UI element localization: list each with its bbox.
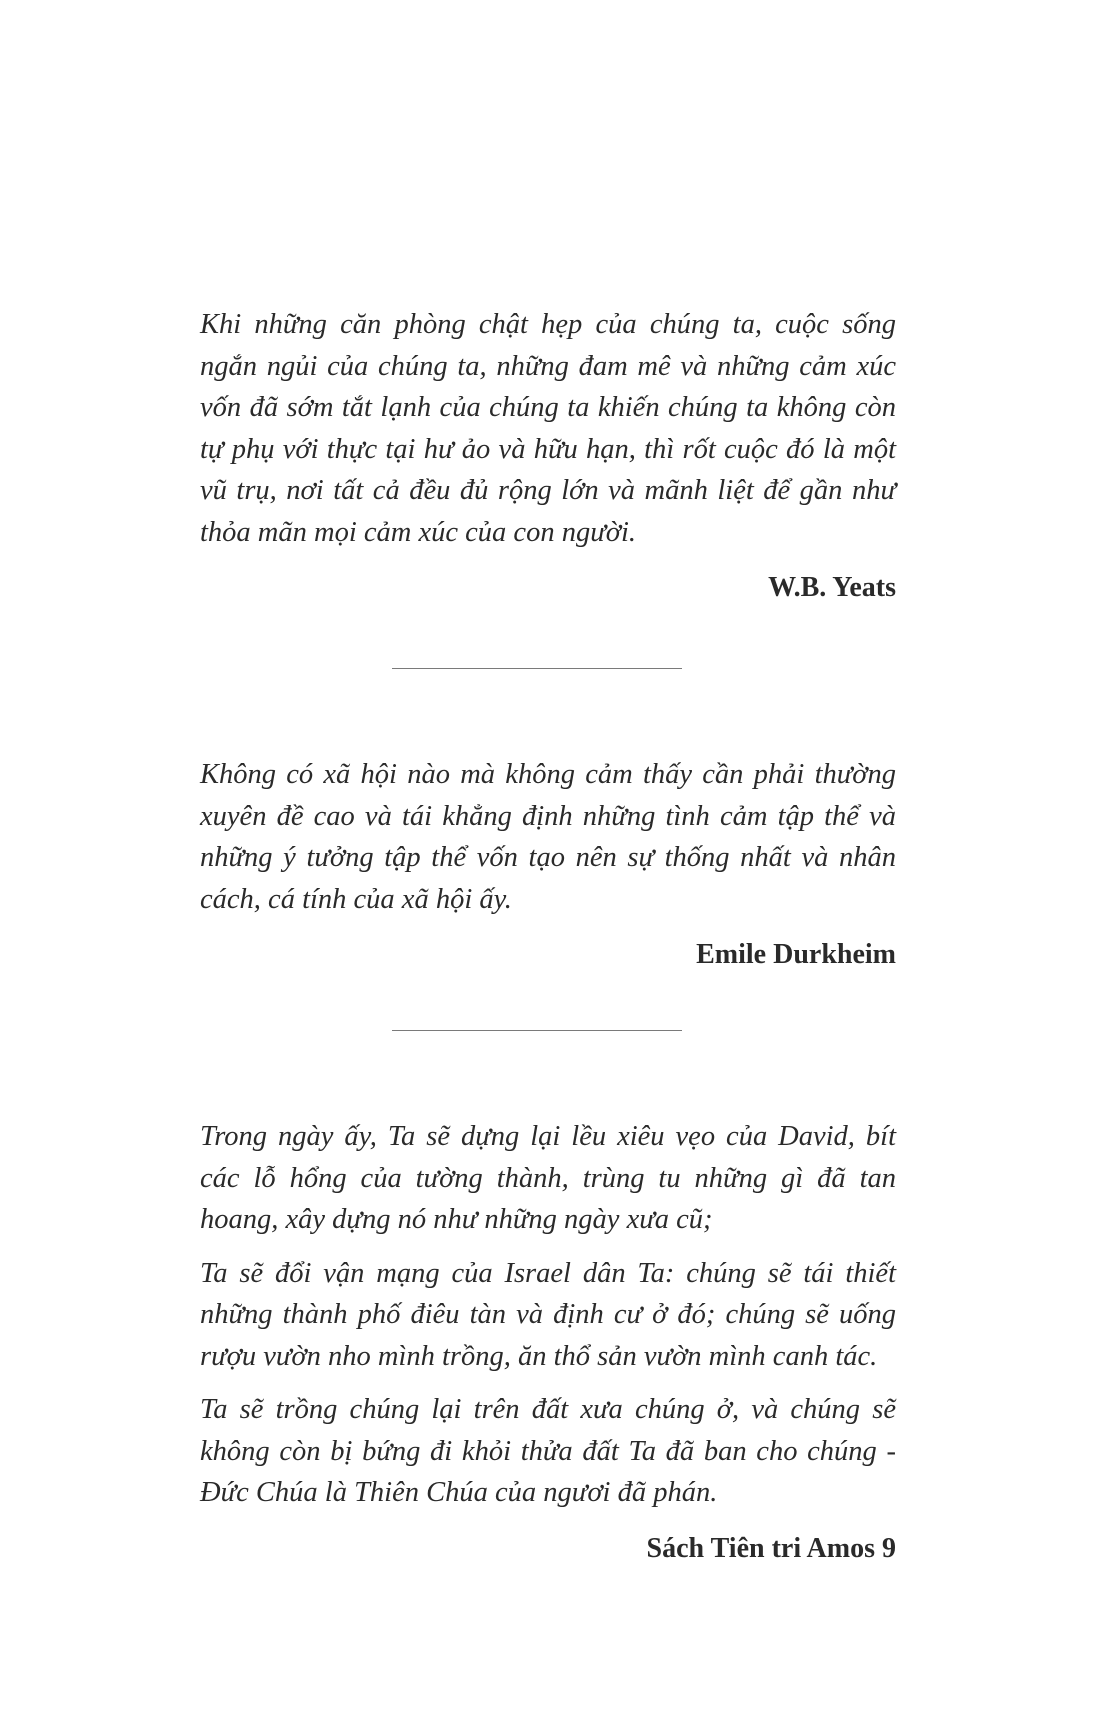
quote-paragraph: Không có xã hội nào mà không cảm thấy cần phải thường xuyên đề cao và tái khẳng định những tình cảm tập thể và những ý tưởng tập thể vốn tạo nên sự thống nhất và nhân cách, cá tính của xã hội ấy. — [200, 759, 896, 915]
quote-paragraph: Khi những căn phòng chật hẹp của chúng ta, cuộc sống ngắn ngủi của chúng ta, những đam mê và những cảm xúc vốn đã sớm tắt lạnh của chúng ta khiến chúng ta không còn tự phụ với thực tại hư ảo và hữu hạn, thì rốt cuộc đó là một vũ trụ, nơi tất cả đều đủ rộng lớn và mãnh liệt để gần như thỏa mãn mọi cảm xúc của con người. — [200, 309, 896, 548]
epigraph-quote — [200, 754, 896, 920]
section-divider — [392, 668, 682, 669]
epigraph-author: Sách Tiên tri Amos 9 — [646, 1532, 896, 1564]
epigraph-quote — [200, 304, 896, 553]
quote-paragraph: Trong ngày ấy, Ta sẽ dựng lại lều xiêu vẹo của David, bít các lỗ hổng của tường thành, trùng tu những gì đã tan hoang, xây dựng nó như những ngày xưa cũ; — [200, 1121, 896, 1235]
section-divider — [392, 1030, 682, 1031]
epigraph-yeats — [200, 304, 896, 605]
quote-paragraph: Ta sẽ đổi vận mạng của Israel dân Ta: chúng sẽ tái thiết những thành phố điêu tàn và định cư ở đó; chúng sẽ uống rượu vườn nho mình trồng, ăn thổ sản vườn mình canh tác. — [200, 1257, 896, 1372]
epigraph-amos — [200, 1116, 896, 1566]
quote-paragraph: Ta sẽ trồng chúng lại trên đất xưa chúng ở, và chúng sẽ không còn bị bứng đi khỏi thửa đất Ta đã ban cho chúng - Đức Chúa là Thiên Chúa của ngươi đã phán. — [200, 1394, 896, 1508]
epigraph-quote — [200, 1116, 896, 1514]
epigraph-author: Emile Durkheim — [696, 939, 896, 970]
epigraph-durkheim — [200, 754, 896, 972]
epigraph-author: W.B. Yeats — [768, 572, 896, 603]
